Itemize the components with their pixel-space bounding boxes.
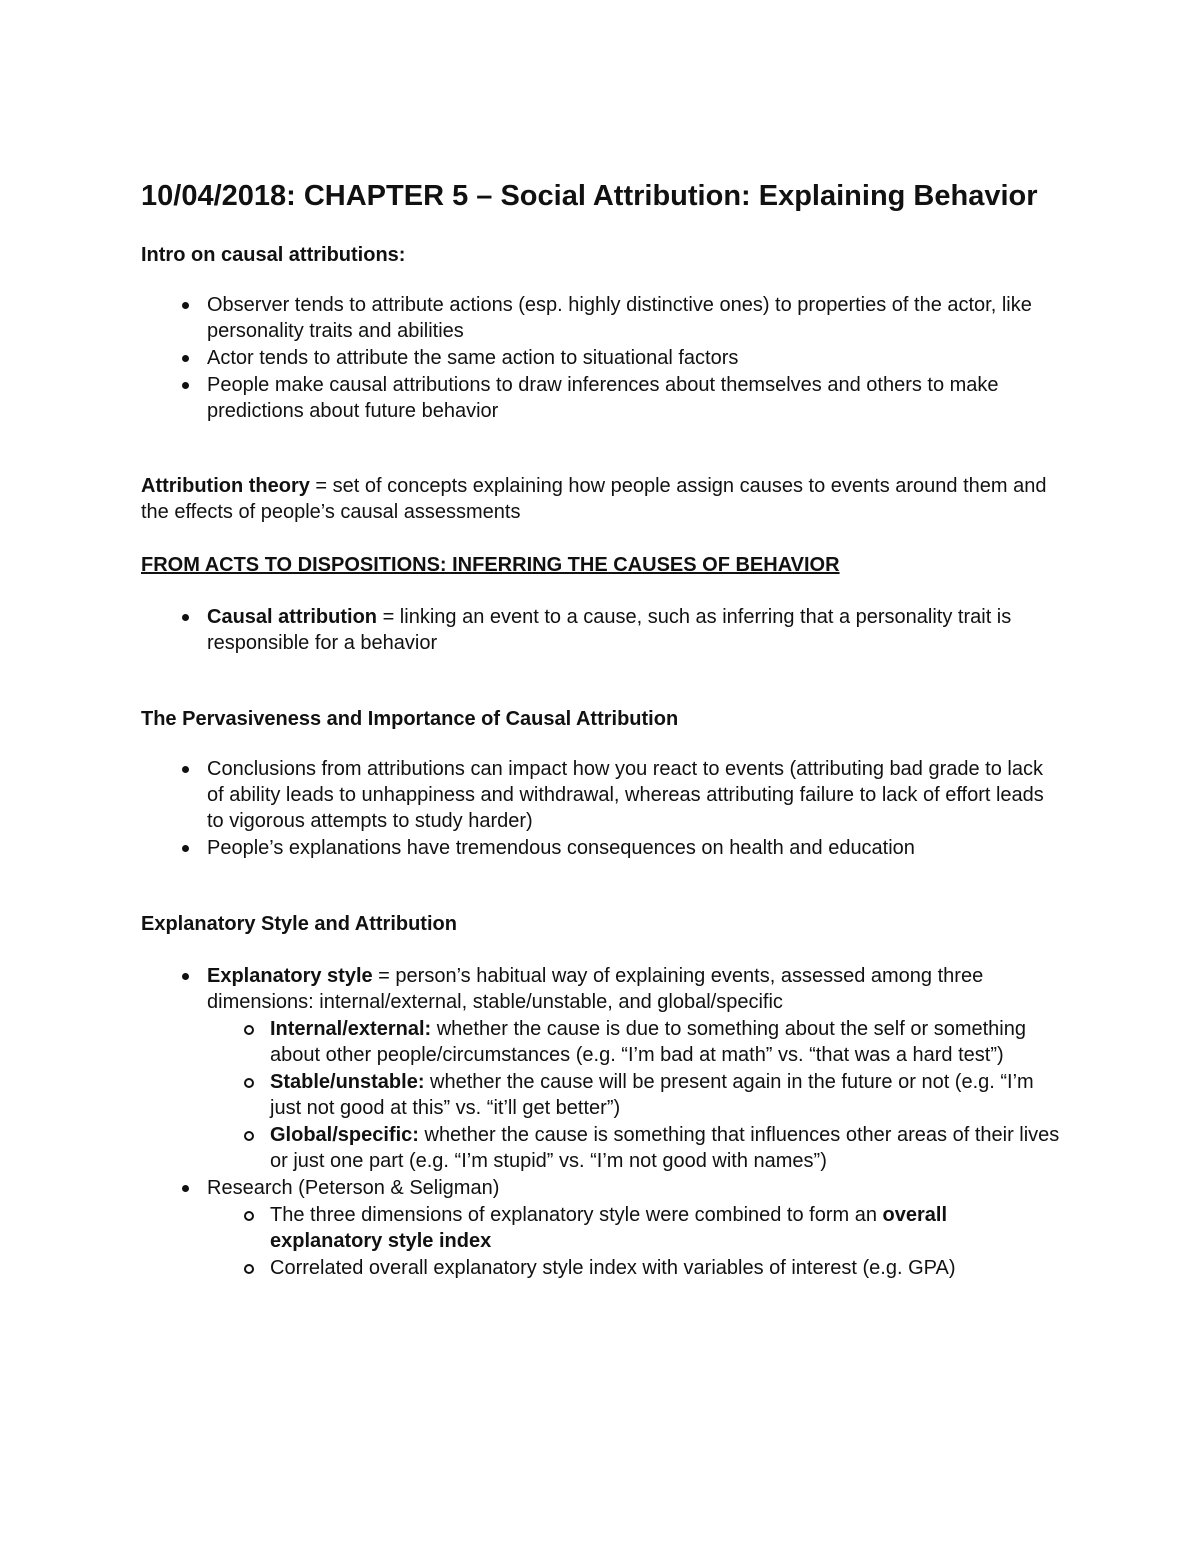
document-content xyxy=(141,176,1061,1282)
dimensions-list xyxy=(207,1016,1061,1174)
causal-attribution-definition: = linking an event to a cause, such as inferring that a personality trait is responsible for a behavior xyxy=(207,606,1012,654)
bullet-icon xyxy=(182,973,189,980)
research-item-text: Correlated overall explanatory style index with variables of interest (e.g. GPA) xyxy=(270,1257,956,1279)
list-item-text: People make causal attributions to draw inferences about themselves and others to make predictions about future behavior xyxy=(207,374,999,422)
dimension-text: whether the cause is something that influences other areas of their lives or just one part (e.g. “I’m stupid” vs. “I’m not good with names”) xyxy=(270,1124,1060,1172)
list-item xyxy=(141,372,1061,424)
hollow-bullet-icon xyxy=(244,1078,254,1088)
dimension-term: Internal/external: xyxy=(270,1018,432,1040)
explanatory-heading: Explanatory Style and Attribution xyxy=(141,913,457,935)
list-item xyxy=(141,604,1061,656)
list-item-text: People’s explanations have tremendous consequences on health and education xyxy=(207,837,915,859)
hollow-bullet-icon xyxy=(244,1131,254,1141)
bullet-icon xyxy=(182,382,189,389)
bullet-icon xyxy=(182,614,189,621)
bullet-icon xyxy=(182,845,189,852)
intro-list xyxy=(141,292,1061,424)
intro-heading: Intro on causal attributions: xyxy=(141,244,406,266)
sub-list-item xyxy=(207,1016,1061,1068)
bullet-icon xyxy=(182,1185,189,1192)
explanatory-style-term: Explanatory style xyxy=(207,965,373,987)
attribution-theory-term: Attribution theory xyxy=(141,475,310,497)
dimension-term: Global/specific: xyxy=(270,1124,419,1146)
causal-attribution-term: Causal attribution xyxy=(207,606,378,628)
list-item xyxy=(141,345,1061,371)
list-item xyxy=(141,756,1061,834)
hollow-bullet-icon xyxy=(244,1025,254,1035)
pervasiveness-list xyxy=(141,756,1061,861)
attribution-theory-paragraph xyxy=(141,473,1061,525)
hollow-bullet-icon xyxy=(244,1264,254,1274)
list-item-text: Observer tends to attribute actions (esp. highly distinctive ones) to properties of the actor, like personality traits and abilities xyxy=(207,294,1032,342)
research-list xyxy=(207,1202,1061,1281)
research-label: Research (Peterson & Seligman) xyxy=(207,1177,500,1199)
dimension-text: whether the cause will be present again in the future or not (e.g. “I’m just not good at this” vs. “it’ll get better”) xyxy=(270,1071,1034,1119)
sub-list-item xyxy=(207,1202,1061,1254)
bullet-icon xyxy=(182,302,189,309)
list-item xyxy=(141,292,1061,344)
acts-list xyxy=(141,604,1061,656)
bullet-icon xyxy=(182,766,189,773)
list-item-text: Conclusions from attributions can impact how you react to events (attributing bad grade to lack of ability leads to unhappiness and withdrawal, whereas attributing failure to lack of effort leads to vigorous attempts to study harder) xyxy=(207,758,1044,832)
list-item xyxy=(141,835,1061,861)
document-title: 10/04/2018: CHAPTER 5 – Social Attribution: Explaining Behavior xyxy=(141,180,1038,212)
research-item-bold-term: overall explanatory style index xyxy=(270,1204,948,1252)
pervasiveness-heading: The Pervasiveness and Importance of Causal Attribution xyxy=(141,708,679,730)
list-item xyxy=(141,963,1061,1174)
sub-list-item xyxy=(207,1122,1061,1174)
sub-list-item xyxy=(207,1255,1061,1281)
dimension-term: Stable/unstable: xyxy=(270,1071,425,1093)
research-item-text: The three dimensions of explanatory style were combined to form an xyxy=(270,1204,883,1226)
sub-list-item xyxy=(207,1069,1061,1121)
attribution-theory-definition: = set of concepts explaining how people assign causes to events around them and the effects of people’s causal assessments xyxy=(141,475,1047,523)
dimension-text: whether the cause is due to something about the self or something about other people/circumstances (e.g. “I’m bad at math” vs. “that was a hard test”) xyxy=(270,1018,1026,1066)
explanatory-list xyxy=(141,963,1061,1281)
explanatory-style-definition: = person’s habitual way of explaining events, assessed among three dimensions: internal/external, stable/unstable, and global/specific xyxy=(207,965,984,1013)
list-item xyxy=(141,1175,1061,1281)
acts-to-dispositions-heading: FROM ACTS TO DISPOSITIONS: INFERRING THE CAUSES OF BEHAVIOR xyxy=(141,554,840,576)
hollow-bullet-icon xyxy=(244,1211,254,1221)
list-item-text: Actor tends to attribute the same action to situational factors xyxy=(207,347,739,369)
bullet-icon xyxy=(182,355,189,362)
